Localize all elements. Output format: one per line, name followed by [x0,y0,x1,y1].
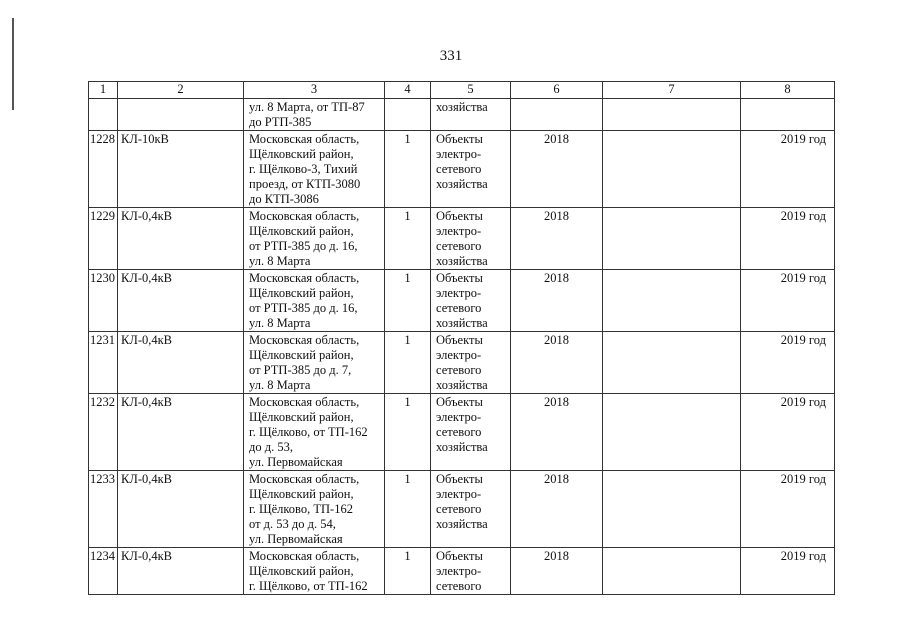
table-row [89,394,835,471]
objects-table [88,81,835,595]
header-col-3: 3 [244,82,385,99]
cell-num: 1228 [89,131,118,208]
cell-category: Объекты электро- сетевого хозяйства [431,394,511,471]
cell-address: Московская область, Щёлковский район, г. Щёлково-3, Тихий проезд, от КТП-3080 до КТП-3086 [244,131,385,208]
cell-year: 2018 [511,394,603,471]
cell-num: 1232 [89,394,118,471]
cell-year: 2018 [511,208,603,270]
table-row [89,332,835,394]
cell-name [118,99,244,131]
cell-address: ул. 8 Марта, от ТП-87 до РТП-385 [244,99,385,131]
cell-col8: 2019 год [741,394,835,471]
cell-category: Объекты электро- сетевого хозяйства [431,471,511,548]
cell-col8: 2019 год [741,270,835,332]
cell-col7 [603,548,741,595]
table-row [89,131,835,208]
cell-category: хозяйства [431,99,511,131]
cell-address: Московская область, Щёлковский район, г. Щёлково, от ТП-162 [244,548,385,595]
cell-category: Объекты электро- сетевого хозяйства [431,332,511,394]
cell-col8: 2019 год [741,208,835,270]
cell-col8: 2019 год [741,548,835,595]
cell-col7 [603,471,741,548]
table-row [89,208,835,270]
cell-name: КЛ-0,4кВ [118,270,244,332]
cell-name: КЛ-10кВ [118,131,244,208]
table-row [89,270,835,332]
cell-name: КЛ-0,4кВ [118,208,244,270]
table-row [89,548,835,595]
cell-year: 2018 [511,471,603,548]
cell-col8: 2019 год [741,131,835,208]
header-col-1: 1 [89,82,118,99]
cell-qty: 1 [385,131,431,208]
cell-qty: 1 [385,394,431,471]
header-col-5: 5 [431,82,511,99]
cell-category: Объекты электро- сетевого хозяйства [431,208,511,270]
table-header-row [89,82,835,99]
cell-address: Московская область, Щёлковский район, г. Щёлково, ТП-162 от д. 53 до д. 54, ул. Первомайская [244,471,385,548]
header-col-8: 8 [741,82,835,99]
cell-col7 [603,131,741,208]
cell-address: Московская область, Щёлковский район, г. Щёлково, от ТП-162 до д. 53, ул. Первомайская [244,394,385,471]
header-col-2: 2 [118,82,244,99]
cell-year: 2018 [511,270,603,332]
cell-name: КЛ-0,4кВ [118,471,244,548]
cell-year: 2018 [511,131,603,208]
page-number: 331 [439,48,463,64]
cell-address: Московская область, Щёлковский район, от РТП-385 до д. 7, ул. 8 Марта [244,332,385,394]
cell-address: Московская область, Щёлковский район, от РТП-385 до д. 16, ул. 8 Марта [244,208,385,270]
cell-category: Объекты электро- сетевого [431,548,511,595]
cell-col7 [603,99,741,131]
cell-category: Объекты электро- сетевого хозяйства [431,131,511,208]
cell-qty: 1 [385,332,431,394]
cell-num: 1231 [89,332,118,394]
cell-qty: 1 [385,208,431,270]
cell-year: 2018 [511,548,603,595]
cell-col8 [741,99,835,131]
cell-num [89,99,118,131]
header-col-7: 7 [603,82,741,99]
cell-col7 [603,270,741,332]
cell-col7 [603,332,741,394]
cell-name: КЛ-0,4кВ [118,548,244,595]
cell-num: 1234 [89,548,118,595]
header-col-4: 4 [385,82,431,99]
cell-name: КЛ-0,4кВ [118,332,244,394]
header-col-6: 6 [511,82,603,99]
cell-col8: 2019 год [741,471,835,548]
cell-num: 1229 [89,208,118,270]
cell-year [511,99,603,131]
cell-num: 1230 [89,270,118,332]
cell-qty: 1 [385,471,431,548]
cell-num: 1233 [89,471,118,548]
cell-qty: 1 [385,270,431,332]
cell-qty: 1 [385,548,431,595]
table-row [89,471,835,548]
cell-qty [385,99,431,131]
cell-year: 2018 [511,332,603,394]
cell-col7 [603,208,741,270]
table-row [89,99,835,131]
cell-col7 [603,394,741,471]
cell-address: Московская область, Щёлковский район, от РТП-385 до д. 16, ул. 8 Марта [244,270,385,332]
cell-col8: 2019 год [741,332,835,394]
cell-name: КЛ-0,4кВ [118,394,244,471]
cell-category: Объекты электро- сетевого хозяйства [431,270,511,332]
